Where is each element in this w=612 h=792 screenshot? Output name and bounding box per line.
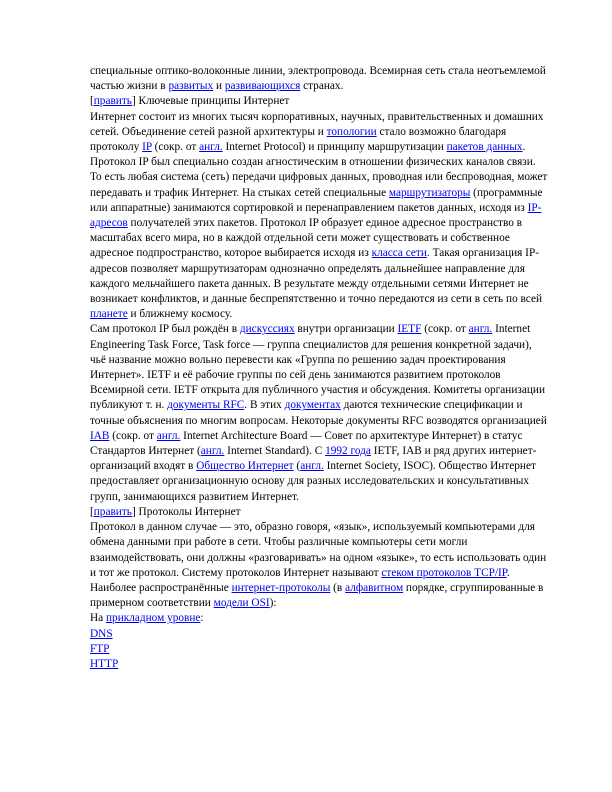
link-http[interactable]: HTTP [90,657,119,670]
link-english[interactable]: англ. [468,323,493,336]
link-internet-society[interactable]: Общество Интернет [196,460,294,473]
link-dns[interactable]: DNS [90,627,113,640]
link-english[interactable]: англ. [300,460,324,473]
link-ietf[interactable]: IETF [397,323,422,336]
link-alphabetical[interactable]: алфавитном [345,581,404,594]
list-item [90,642,550,657]
link-tcp-ip-stack[interactable]: стеком протоколов TCP/IP [381,566,507,579]
article-body [90,64,550,672]
edit-link-protocols[interactable]: править [93,505,132,518]
link-developing[interactable]: развивающихся [224,80,301,93]
link-english[interactable]: англ. [199,141,223,154]
paragraph-common-protocols: Наиболее распространённые интернет-протоколы (в алфавитном порядке, сгруппированные в примерном соответствии модели OSI): [90,581,544,610]
link-ftp[interactable]: FTP [90,642,110,655]
link-rfc-documents[interactable]: документы RFC [167,399,245,412]
link-iab[interactable]: IAB [90,429,110,442]
paragraph-intro-end: специальные оптико-волоконные линии, электропровода. Всемирная сеть стала неотъемлемой частью жизни в развитых и развивающихся странах. [90,65,546,93]
link-network-class[interactable]: класса сети [371,247,427,260]
link-discussions[interactable]: дискуссиях [239,323,295,336]
link-data-packets[interactable]: пакетов данных [446,141,523,154]
link-internet-protocols[interactable]: интернет-протоколы [231,581,331,594]
link-ip-addresses[interactable]: IP-адресов [90,201,542,230]
link-documents[interactable]: документах [284,399,341,412]
link-planet[interactable]: планете [90,308,128,321]
section-heading-key-principles: [править] Ключевые принципы Интернет [90,95,290,108]
link-year-1992[interactable]: 1992 года [325,445,371,458]
link-routers[interactable]: маршрутизаторы [388,186,471,199]
edit-link-key-principles[interactable]: править [93,95,132,108]
section-title: Ключевые принципы Интернет [135,95,290,108]
section-heading-protocols: [править] Протоколы Интернет [90,505,241,518]
link-osi-model[interactable]: модели OSI [213,597,270,610]
link-ip[interactable]: IP [142,141,152,154]
link-application-layer[interactable]: прикладном уровне [106,612,201,625]
paragraph-ip-principles: Интернет состоит из многих тысяч корпоративных, научных, правительственных и домашних сетей. Объединение сетей разной архитектуры и топологии стало возможно благодаря протоколу IP (сокр. от англ. Internet Protocol) и принципу маршрутизации пакетов данных. Протокол IP был специально создан агностическим в отношении физических каналов связи. То есть любая система (сеть) передачи цифровых данных, проводная или беспроводная, может передавать и трафик Интернет. На стыках сетей специальные маршрутизаторы (программные или аппаратные) занимаются сортировкой и перенаправлением пакетов данных, исходя из IP-адресов получателей этих пакетов. Протокол IP образует единое адресное пространство в масштабах всего мира, но в каждой отдельной сети может существовать и собственное адресное подпространство, которое выбирается исходя из класса сети. Такая организация IP-адресов позволяет маршрутизаторам однозначно определять дальнейшее направление для каждого мельчайшего пакета данных. В результате между отдельными сетями Интернет не возникает конфликтов, и данные беспрепятственно и точно передаются из сети в сеть по всей планете и ближнему космосу. [90,110,548,321]
link-english[interactable]: англ. [156,429,181,442]
list-item [90,627,550,642]
paragraph-protocol-definition: Протокол в данном случае — это, образно говоря, «язык», используемый компьютерами для обмена данными при работе в сети. Чтобы различные компьютеры сети могли взаимодействовать, они должны «разговаривать» на одном «языке», то есть использовать один и тот же протокол. Систему протоколов Интернет называют стеком протоколов TCP/IP. [90,521,547,579]
section-title: Протоколы Интернет [135,505,241,518]
link-english[interactable]: англ. [200,445,225,458]
paragraph-ietf: Сам протокол IP был рождён в дискуссиях внутри организации IETF (сокр. от англ. Internet Engineering Task Force, Task force — группа специалистов для решения конкретной задачи), чьё название можно вольно перевести как «Группа по решению задач проектирования Интернет». IETF и её рабочие группы по сей день занимаются развитием протоколов Всемирной сети. IETF открыта для публичного участия и обсуждения. Комитеты организации публикуют т. н. документы RFC. В этих документах даются технические спецификации и точные объяснения по многим вопросам. Некоторые документы RFC возводятся организацией IAB (сокр. от англ. Internet Architecture Board — Совет по архитектуре Интернет) в статус Стандартов Интернет (англ. Internet Standard). С 1992 года IETF, IAB и ряд других интернет-организаций входят в Общество Интернет (англ. Internet Society, ISOC). Общество Интернет предоставляет организационную основу для разных исследовательских и консультативных групп, занимающихся развитием Интернет. [90,323,547,503]
link-topology[interactable]: топологии [326,125,377,138]
link-developed[interactable]: развитых [168,80,214,93]
list-item [90,657,550,672]
paragraph-application-layer: На прикладном уровне: [90,612,204,625]
